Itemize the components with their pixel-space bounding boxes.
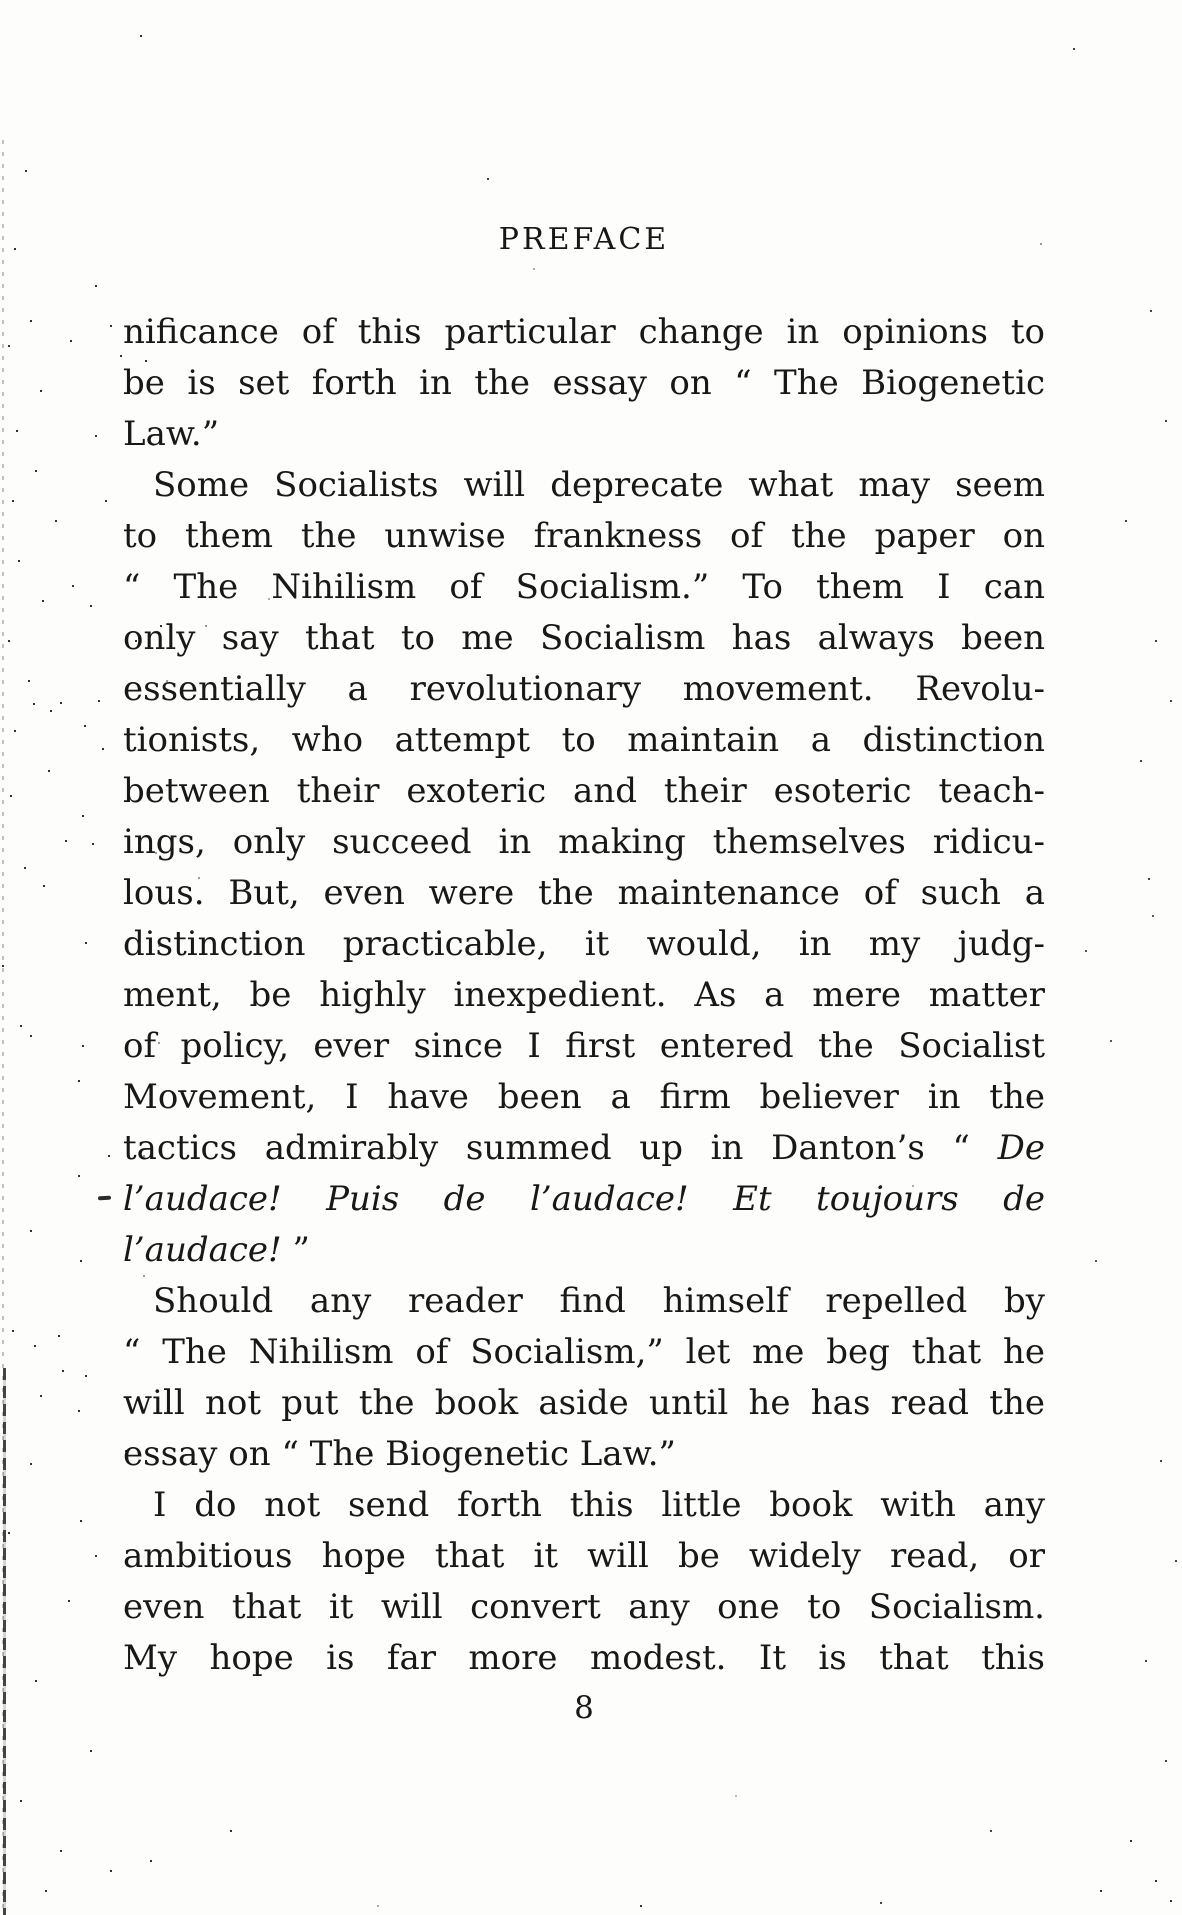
text-segment: tactics admirably summed up in Danton’s “ — [123, 1128, 998, 1168]
text-segment: distinction practicable, it would, in my judg- — [123, 924, 1045, 964]
text-line — [123, 766, 1045, 817]
text-line — [123, 1378, 1045, 1429]
text-segment: only say that to me Socialism has always been — [123, 618, 1045, 658]
text-line — [123, 1633, 1045, 1684]
text-line — [123, 1225, 1045, 1276]
text-line — [123, 970, 1045, 1021]
text-segment: ambitious hope that it will be widely read, or — [123, 1536, 1045, 1576]
text-segment: essentially a revolutionary movement. Revolu- — [123, 669, 1045, 709]
text-segment: will not put the book aside until he has read the — [123, 1383, 1045, 1423]
page-text — [123, 307, 1045, 1684]
text-segment: be is set forth in the essay on “ The Biogenetic — [123, 363, 1045, 403]
text-segment: I do not send forth this little book with any — [153, 1485, 1045, 1525]
text-segment: Should any reader find himself repelled by — [153, 1281, 1045, 1321]
text-line — [123, 817, 1045, 868]
text-segment: Movement, I have been a firm believer in the — [123, 1077, 1045, 1117]
text-line — [123, 1480, 1045, 1531]
text-segment: tionists, who attempt to maintain a distinction — [123, 720, 1045, 760]
text-segment: even that it will convert any one to Socialism. — [123, 1587, 1045, 1627]
italic-text-segment: l’audace! — [123, 1230, 282, 1270]
text-line — [123, 1276, 1045, 1327]
text-line — [123, 460, 1045, 511]
text-segment: to them the unwise frankness of the paper on — [123, 516, 1045, 556]
text-segment: “ The Nihilism of Socialism,” let me beg that he — [123, 1332, 1045, 1372]
text-line — [123, 613, 1045, 664]
text-segment: Some Socialists will deprecate what may seem — [153, 465, 1045, 505]
text-segment: between their exoteric and their esoteric teach- — [123, 771, 1045, 811]
text-line — [123, 1531, 1045, 1582]
text-line — [123, 1327, 1045, 1378]
text-line — [123, 1021, 1045, 1072]
text-line — [123, 511, 1045, 562]
text-line — [123, 1429, 1045, 1480]
text-segment: ” — [281, 1230, 310, 1270]
text-line — [123, 1582, 1045, 1633]
text-line — [123, 919, 1045, 970]
text-segment: lous. But, even were the maintenance of such a — [123, 873, 1045, 913]
text-segment: of policy, ever since I first entered the Socialist — [123, 1026, 1045, 1066]
italic-text-segment: De — [997, 1128, 1045, 1168]
text-line — [123, 1123, 1045, 1174]
scan-noise-dots-light — [0, 0, 2, 2]
text-line — [123, 1174, 1045, 1225]
italic-text-segment: l’audace! Puis de l’audace! Et toujours de — [123, 1179, 1045, 1219]
text-segment: nificance of this particular change in opinions to — [123, 312, 1045, 352]
text-line — [123, 715, 1045, 766]
text-segment: Law.” — [123, 414, 220, 454]
text-line — [123, 562, 1045, 613]
text-line — [123, 307, 1045, 358]
binding-edge-artifact-dark — [3, 1368, 6, 1915]
text-line — [123, 868, 1045, 919]
text-segment: ment, be highly inexpedient. As a mere matter — [123, 975, 1045, 1015]
text-line — [123, 664, 1045, 715]
page-heading: PREFACE — [498, 222, 670, 257]
text-segment: “ The Nihilism of Socialism.” To them I can — [123, 567, 1045, 607]
page-number: 8 — [574, 1690, 594, 1726]
text-segment: essay on “ The Biogenetic Law.” — [123, 1434, 676, 1474]
text-line — [123, 1072, 1045, 1123]
text-line — [123, 358, 1045, 409]
text-segment: ings, only succeed in making themselves ridicu- — [123, 822, 1045, 862]
text-line — [123, 409, 1045, 460]
margin-stray-mark — [98, 1196, 111, 1201]
text-segment: My hope is far more modest. It is that this — [123, 1638, 1045, 1678]
